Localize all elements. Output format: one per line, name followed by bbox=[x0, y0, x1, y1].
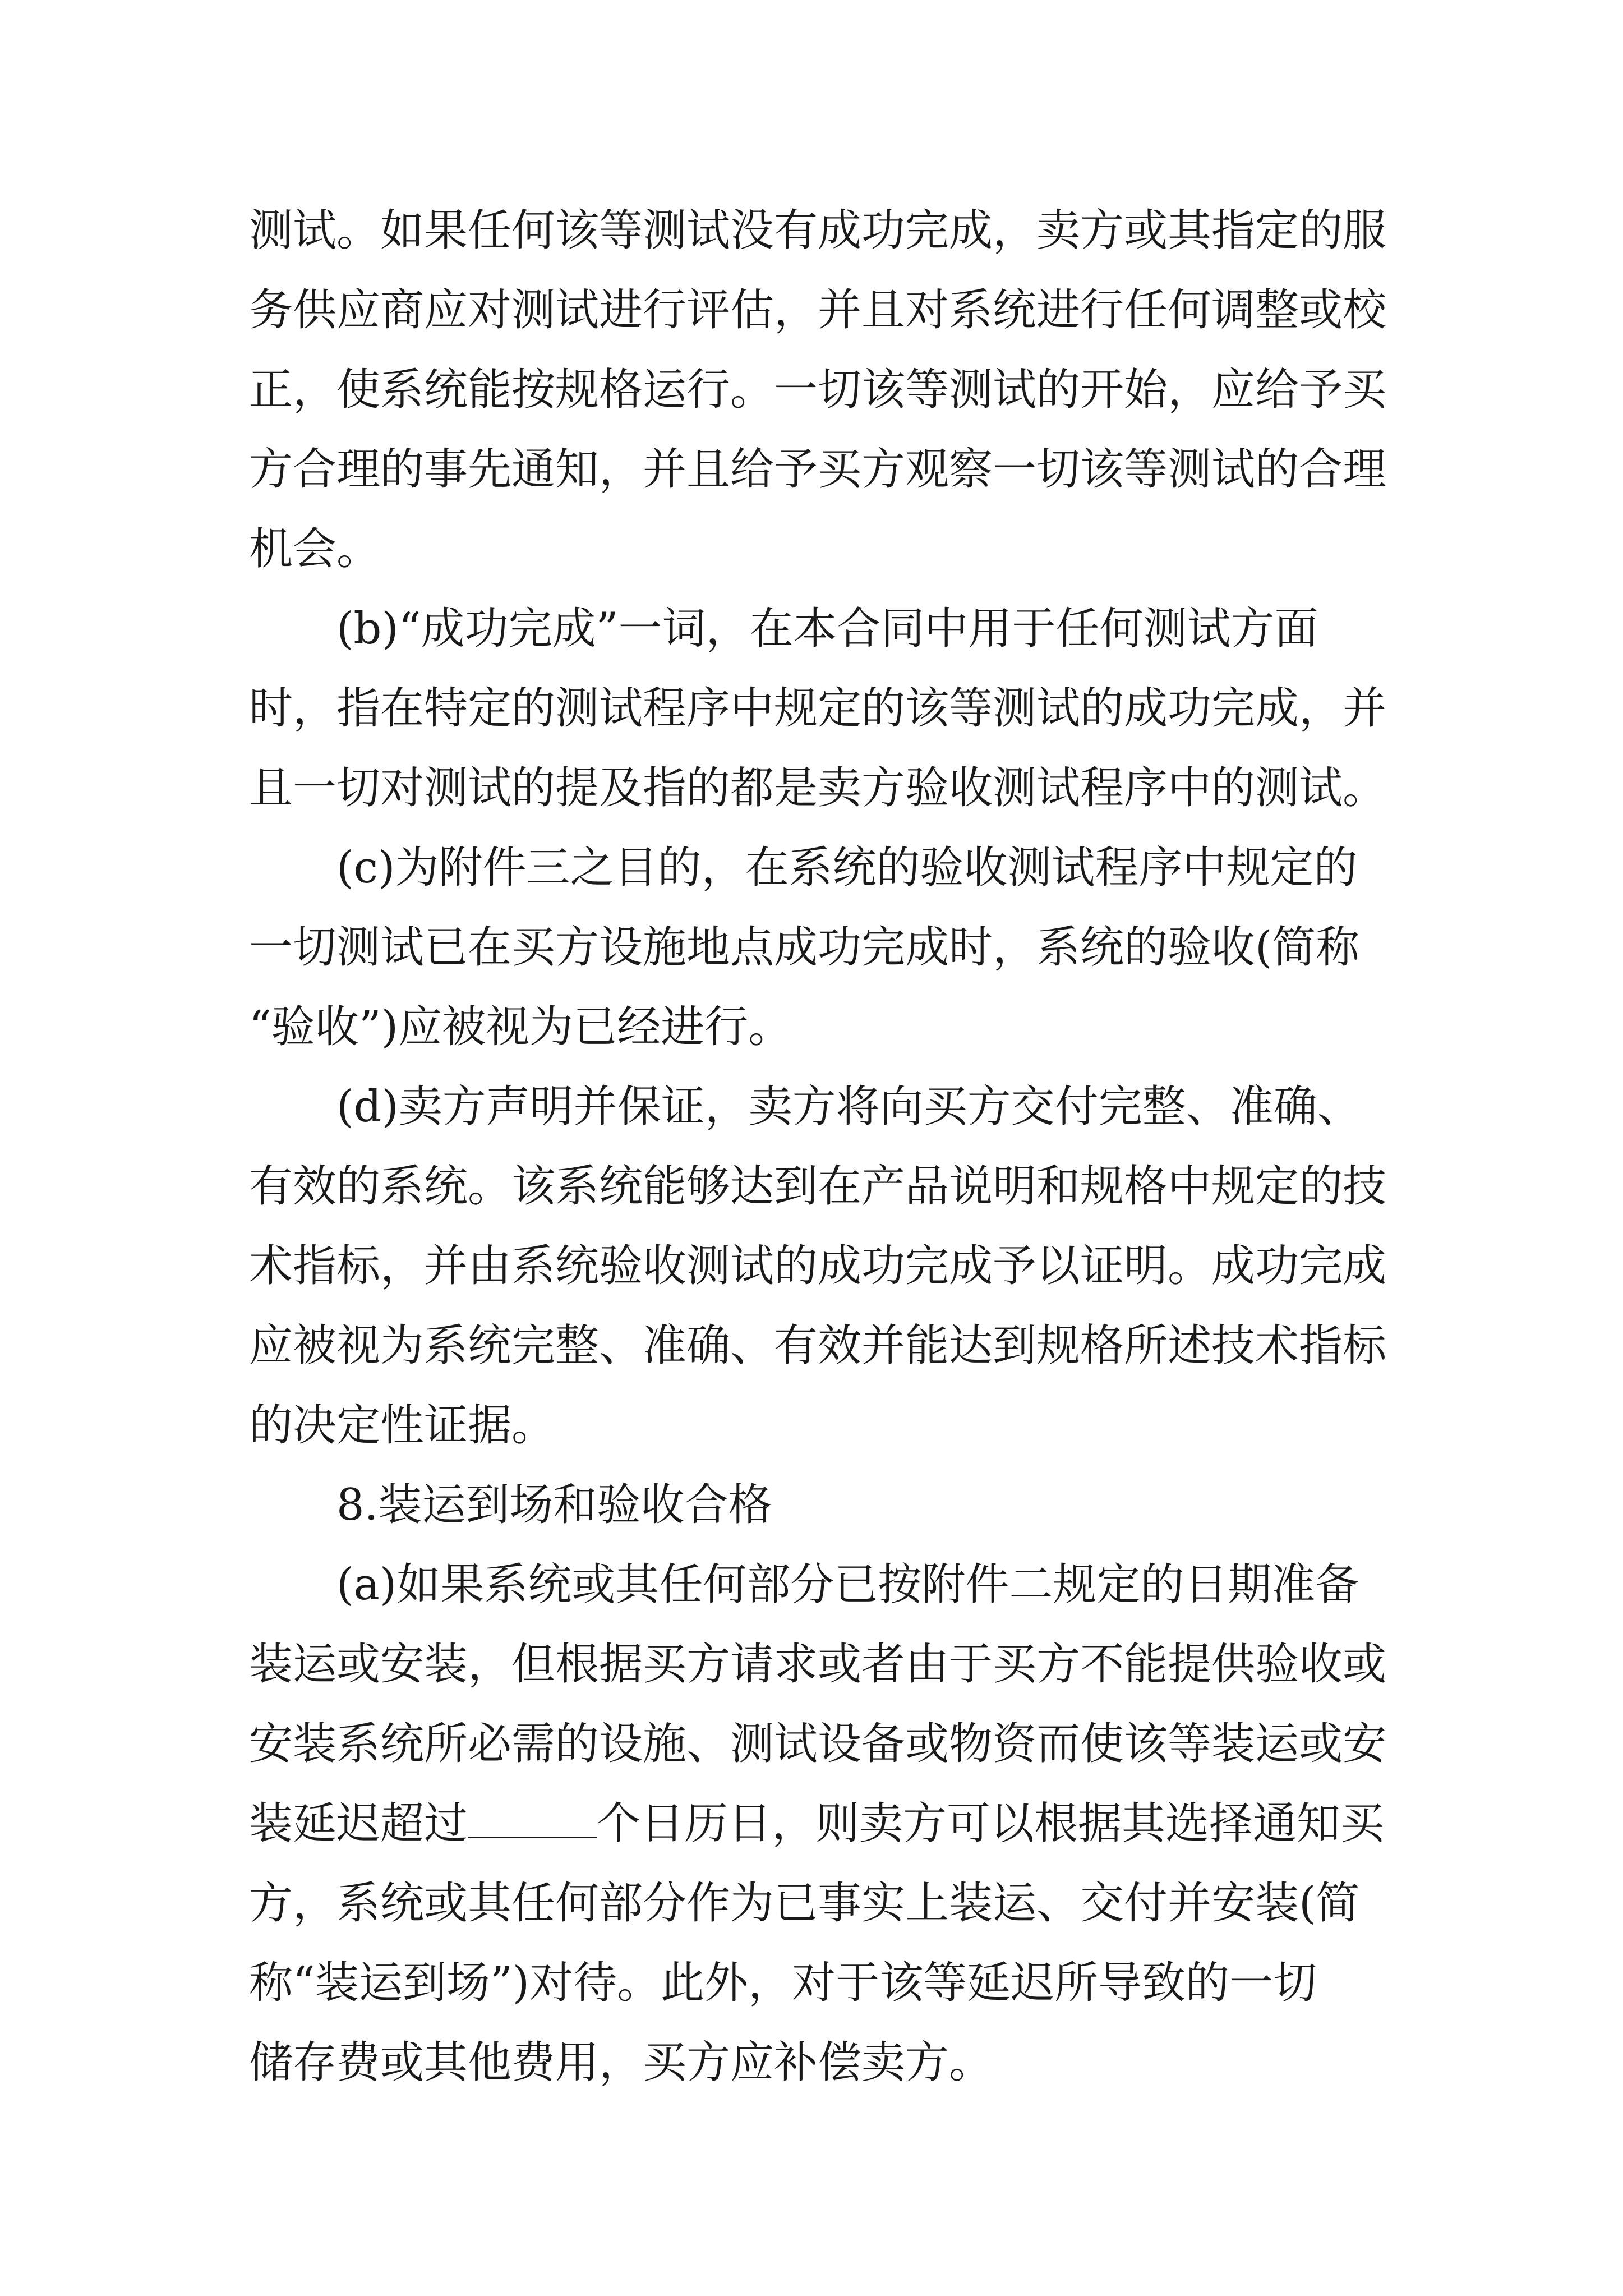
text-line: 时，指在特定的测试程序中规定的该等测试的成功完成，并 bbox=[249, 683, 1387, 734]
text-line: “验收”)应被视为已经进行。 bbox=[249, 1002, 792, 1052]
document-body bbox=[249, 191, 1404, 2102]
text-line: 正，使系统能按规格运行。一切该等测试的开始，应给予买 bbox=[249, 365, 1387, 415]
blank-line-before: 装延迟超过 bbox=[249, 1798, 468, 1849]
text-line: 有效的系统。该系统能够达到在产品说明和规格中规定的技 bbox=[249, 1161, 1387, 1212]
paragraph-start-line: (b)“成功完成”一词，在本合同中用于任何测试方面 bbox=[336, 604, 1318, 654]
text-line: 称“装运到场”)对待。此外，对于该等延迟所导致的一切 bbox=[249, 1958, 1317, 2008]
text-line: 储存费或其他费用，买方应补偿卖方。 bbox=[249, 2037, 993, 2088]
text-line: 安装系统所必需的设施、测试设备或物资而使该等装运或安 bbox=[249, 1719, 1387, 1769]
section-heading: 8.装运到场和验收合格 bbox=[336, 1480, 772, 1530]
text-line: 术指标，并由系统验收测试的成功完成予以证明。成功完成 bbox=[249, 1241, 1387, 1291]
text-line: 装运或安装，但根据买方请求或者由于买方不能提供验收或 bbox=[249, 1639, 1387, 1690]
text-line: 方合理的事先通知，并且给予买方观察一切该等测试的合理 bbox=[249, 444, 1387, 495]
text-line: 测试。如果任何该等测试没有成功完成，卖方或其指定的服 bbox=[249, 205, 1387, 256]
blank-fill-line bbox=[249, 1784, 1404, 1864]
text-line: 应被视为系统完整、准确、有效并能达到规格所述技术指标 bbox=[249, 1320, 1387, 1371]
paragraph-start-line: (a)如果系统或其任何部分已按附件二规定的日期准备 bbox=[336, 1559, 1359, 1610]
fill-in-blank bbox=[468, 1803, 597, 1838]
text-line: 的决定性证据。 bbox=[249, 1400, 556, 1451]
paragraph-start-line: (c)为附件三之目的，在系统的验收测试程序中规定的 bbox=[336, 843, 1358, 893]
text-line: 机会。 bbox=[249, 524, 381, 574]
text-line: 方，系统或其任何部分作为已事实上装运、交付并安装(简 bbox=[249, 1878, 1360, 1929]
text-line: 务供应商应对测试进行评估，并且对系统进行任何调整或校 bbox=[249, 285, 1387, 335]
text-line: 且一切对测试的提及指的都是卖方验收测试程序中的测试。 bbox=[249, 763, 1387, 813]
text-line: 一切测试已在买方设施地点成功完成时，系统的验收(简称 bbox=[249, 922, 1360, 973]
paragraph-start-line: (d)卖方声明并保证，卖方将向买方交付完整、准确、 bbox=[336, 1082, 1361, 1132]
blank-line-after: 个日历日，则卖方可以根据其选择通知买 bbox=[597, 1798, 1385, 1849]
